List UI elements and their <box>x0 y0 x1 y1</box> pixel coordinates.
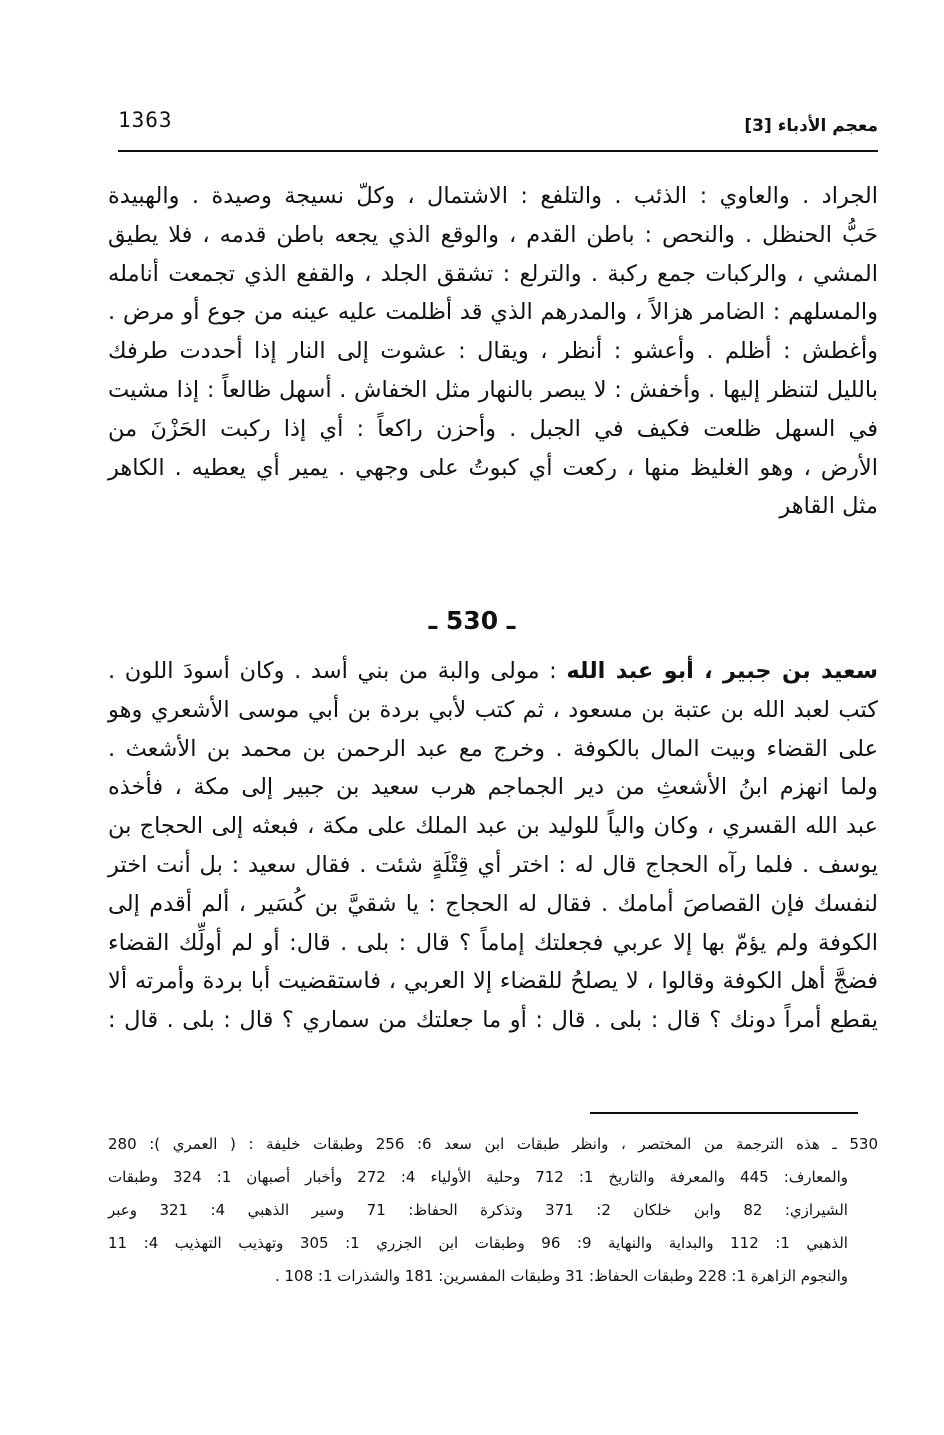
text-line: وأغطش : أظلم . وأعشو : أنظر ، ويقال : عشوت إلى النار إذا أحددت طرفك <box>108 338 878 365</box>
text-line: المشي ، والركبات جمع ركبة . والترلع : تشقق الجلد ، والقفع الذي تجمعت أنامله <box>108 260 878 287</box>
text-line: حَبُّ الحنظل . والنحص : باطن القدم ، والوقع الذي يجعه باطن قدمه ، فلا يطيق <box>108 221 878 248</box>
text-line: ولما انهزم ابنُ الأشعثِ من دير الجماجم هرب سعيد بن جبير إلى مكة ، فأخذه <box>108 774 878 801</box>
footnote-line: الذهبي 1: 112 والبداية والنهاية 9: 96 وطبقات ابن الجزري 1: 305 وتهذيب التهذيب 4: 11 <box>108 1234 848 1252</box>
page-number: 1363 <box>118 108 173 132</box>
text-line: الأرض ، وهو الغليظ منها ، ركعت أي كبوتُ على وجهي . يمير أي يعطيه . الكاهر <box>108 454 878 481</box>
text-line: كتب لعبد الله بن عتبة بن مسعود ، ثم كتب لأبي بردة بن أبي موسى الأشعري وهو <box>108 696 878 723</box>
book-title: معجم الأدباء [3] <box>744 116 878 136</box>
text-line: الكوفة ولم يؤمّ بها إلا عربي فجعلتك إماماً ؟ قال : بلى . قال: أو لم أولِّك القضاء <box>108 929 878 956</box>
text-line: بالليل لتنظر إليها . وأخفش : لا يبصر بالنهار مثل الخفاش . أسهل ظالعاً : إذا مشيت <box>108 376 878 403</box>
text-line: والمسلهم : الضامر هزالاً ، والمدرهم الذي قد أظلمت عليه عينه من جوع أو مرض . <box>108 299 878 326</box>
text-line: في السهل ظلعت فكيف في الجبل . وأحزن راكعاً : أي إذا ركبت الحَزْنَ من <box>108 415 878 442</box>
text-line: الجراد . والعاوي : الذئب . والتلفع : الاشتمال ، وكلّ نسيجة وصيدة . والهبيدة <box>108 183 878 209</box>
text-line: فضجَّ أهل الكوفة وقالوا ، لا يصلحُ للقضاء إلا العربي ، فاستقضيت أبا بردة وأمرته ألا <box>108 968 878 995</box>
header-rule <box>118 150 878 152</box>
text-line: على القضاء وبيت المال بالكوفة . وخرج مع عبد الرحمن بن محمد بن الأشعث . <box>108 735 878 762</box>
entry-paragraph <box>108 652 878 1040</box>
text-line: مثل القاهر <box>779 493 878 520</box>
running-header <box>118 108 878 148</box>
footnote-line: 530 ـ هذه الترجمة من المختصر ، وانظر طبقات ابن سعد 6: 256 وطبقات خليفة : ( العمري ): 280 <box>108 1135 879 1153</box>
footnote-line: الشيرازي: 82 وابن خلكان 2: 371 وتذكرة الحفاظ: 71 وسير الذهبي 4: 321 وعبر <box>108 1201 848 1219</box>
continued-paragraph <box>108 177 878 526</box>
entry-first-line <box>108 652 878 691</box>
text-line: عبد الله القسري ، وكان والياً للوليد بن عبد الملك على مكة ، فبعثه إلى الحجاج بن <box>108 813 878 840</box>
entry-person-name: سعيد بن جبير ، أبو عبد الله <box>566 658 878 684</box>
footnotes <box>108 1128 878 1293</box>
entry-first-line-text: : مولى والبة من بني أسد . وكان أسودَ اللون . <box>108 658 567 684</box>
entry-number: ـ 530 ـ <box>428 606 516 635</box>
footnote-rule <box>590 1112 858 1114</box>
text-line: يقطع أمراً دونك ؟ قال : بلى . قال : أو ما جعلتك من سماري ؟ قال : بلى . قال : <box>108 1007 878 1034</box>
text-line: لنفسك فإن القصاصَ أمامك . فقال له الحجاج : يا شقيَّ بن كُسَير ، ألم أقدم إلى <box>108 890 878 917</box>
footnote-line: والمعارف: 445 والمعرفة والتاريخ 1: 712 وحلية الأولياء 4: 272 وأخبار أصبهان 1: 324 وطبقات <box>108 1168 848 1186</box>
text-line: يوسف . فلما رآه الحجاج قال له : اختر أي قِتْلَةٍ شئت . فقال سعيد : بل أنت اختر <box>108 851 878 878</box>
footnote-line: والنجوم الزاهرة 1: 228 وطبقات الحفاظ: 31 وطبقات المفسرين: 181 والشذرات 1: 108 . <box>274 1267 848 1285</box>
